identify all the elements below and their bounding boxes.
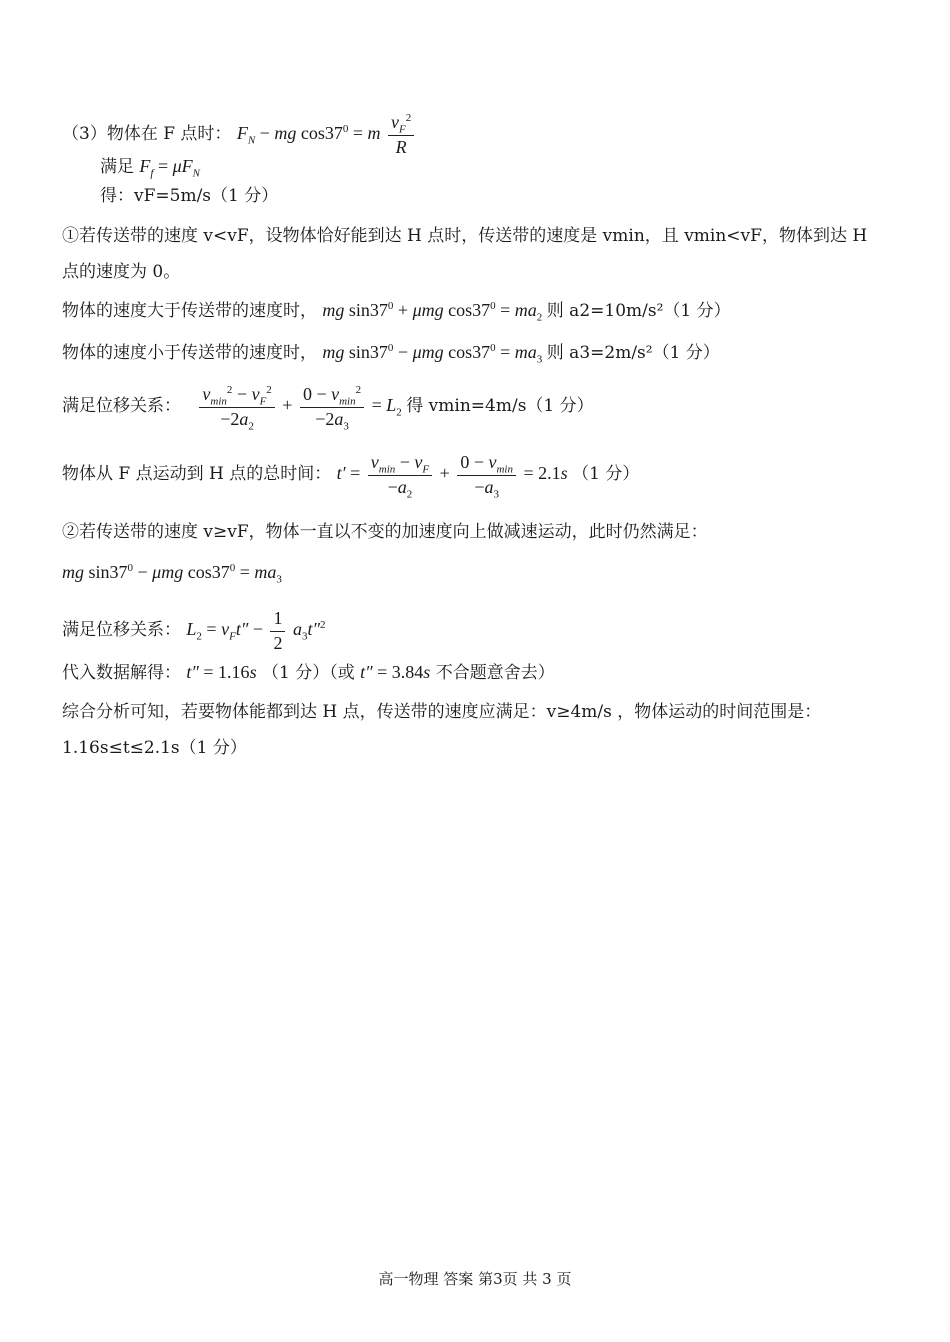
greater-label: 物体的速度大于传送带的速度时， (62, 301, 317, 321)
case1-intro-2: 点的速度为 0。 (62, 262, 181, 282)
case1-smaller-line (62, 342, 720, 364)
case2-acceleration-equation: mg $\sin 37^0 - \mu mg$ $\cos 37^0 = ma_3$ (62, 562, 282, 586)
friction-condition-line (100, 156, 200, 178)
friction-equation: $F_f = \mu F_N$ (139, 156, 200, 180)
case2-displacement-line (62, 608, 325, 654)
part3-line (62, 112, 417, 158)
part3-result: 得：vF=5m/s（1 分） (100, 186, 279, 206)
displacement-equation: $\frac{v_{min}^2 - v_F^2}{-2a_2}$ + $\frac{0 - v_{min}^2}{-2a_3}$ = $L_2$ (196, 395, 406, 415)
time-label: 物体从 F 点运动到 H 点的总时间： (62, 464, 332, 485)
displacement-label: 满足位移关系： (62, 396, 181, 417)
solve-equation: t″ = 1.16s (186, 662, 257, 682)
solve-label: 代入数据解得： (62, 663, 181, 683)
rejected-solution: t″ = 3.84s (360, 662, 431, 682)
solve-score: （1 分）（或 (261, 663, 355, 683)
case2-intro: ②若传送带的速度 v≥vF，物体一直以不变的加速度向上做减速运动，此时仍然满足： (62, 522, 708, 542)
greater-equation: mg $\sin 37^0 + \mu mg$ $\cos 37^0 = ma_2$ (322, 300, 543, 324)
page-footer: 高一物理 答案 第3页 共 3 页 (378, 1270, 572, 1288)
smaller-label: 物体的速度小于传送带的速度时， (62, 343, 317, 363)
part3-label: （3）物体在 F 点时： (62, 124, 232, 145)
case1-intro-1: ①若传送带的速度 v<vF，设物体恰好能到达 H 点时，传送带的速度是 vmin，且 vmin<vF，物体到达 H (62, 226, 868, 246)
smaller-equation: mg $\sin 37^0 - \mu mg$ $\cos 37^0 = ma_3$ (322, 342, 543, 366)
case2-displacement-equation: $L_2 = v_Ft''$ − $\frac{1}{2}$ $a_3t''^2$ (186, 608, 326, 653)
case1-displacement-line (62, 384, 594, 433)
summary-1: 综合分析可知，若要物体能都到达 H 点，传送带的速度应满足：v≥4m/s ，物体运动的时间范围是： (62, 702, 822, 722)
summary-2: 1.16s≤t≤2.1s（1 分） (62, 738, 247, 758)
displacement-result: 得 vmin=4m/s（1 分） (406, 396, 594, 417)
time-equation: t′ = $\frac{v_{min} - v_F}{-a_2}$ + $\frac{0 - v_{min}}{-a_3}$ = 2.1s (336, 452, 568, 501)
case2-displacement-label: 满足位移关系： (62, 620, 181, 641)
condition-label: 满足 (100, 157, 134, 177)
greater-result: 则 a2=10m/s²（1 分） (546, 301, 731, 321)
solve-tail: 不合题意舍去） (435, 663, 555, 683)
case1-time-line (62, 452, 640, 501)
smaller-result: 则 a3=2m/s²（1 分） (546, 343, 720, 363)
time-result: （1 分） (572, 464, 640, 485)
normal-force-equation: $F_N$ − mg $\cos 37^0 = m$ $\frac{v_F^2}{R}$ (237, 123, 417, 143)
case1-greater-line (62, 300, 731, 322)
case2-solve-line (62, 662, 555, 684)
